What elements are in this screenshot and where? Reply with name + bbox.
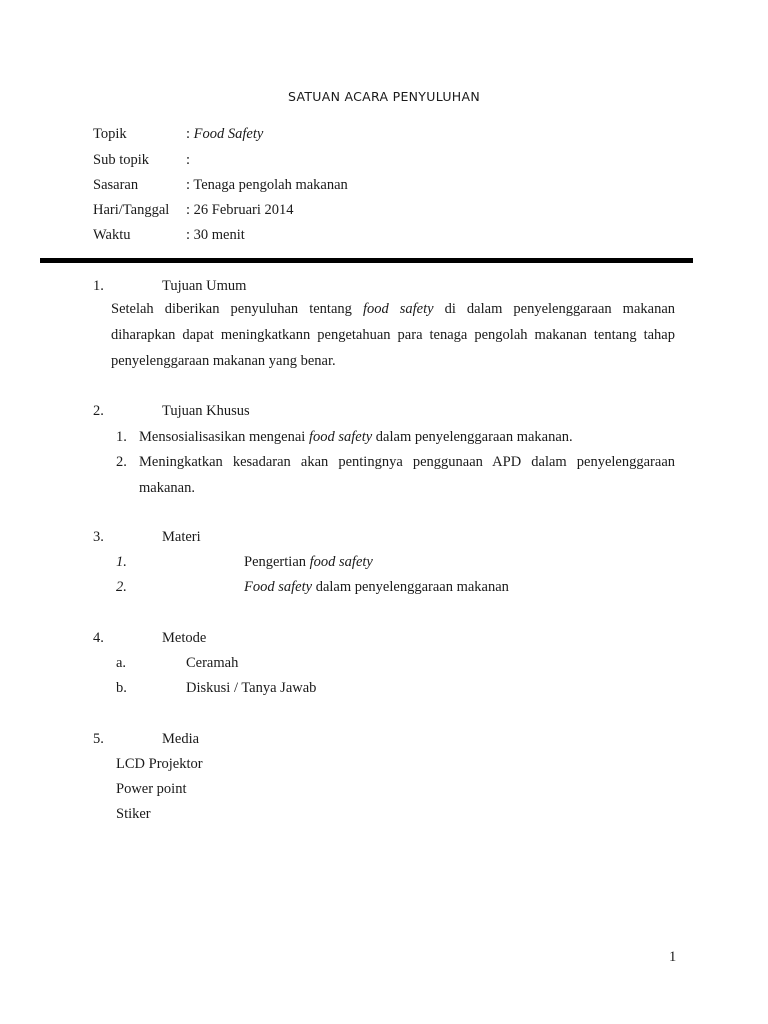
section-4-number: 4.: [93, 630, 104, 646]
section-1-title: Tujuan Umum: [162, 278, 247, 294]
section-5-title: Media: [162, 731, 200, 747]
metode-item-letter: b.: [116, 680, 127, 696]
materi-item-number: 2.: [116, 579, 127, 595]
list-item-number: 1.: [116, 429, 127, 445]
field-value-topik: : Food Safety: [186, 126, 264, 142]
field-label-topik: Topik: [93, 126, 127, 142]
field-value-subtopik: :: [186, 152, 191, 168]
field-label-subtopik: Sub topik: [93, 152, 149, 168]
section-4-title: Metode: [162, 630, 207, 646]
section-3-title: Materi: [162, 529, 201, 545]
media-item: Power point: [116, 781, 187, 797]
section-1-paragraph: Setelah diberikan penyuluhan tentang food safety di dalam penyelenggaraan makanan diharapkan dapat meningkatkann pengetahuan para tenaga pengolah makanan tentang tahap penyelenggaraan makanan yang benar.: [111, 301, 676, 369]
media-item: LCD Projektor: [116, 756, 203, 772]
media-item: Stiker: [116, 806, 151, 822]
materi-item-number: 1.: [116, 554, 127, 570]
section-1-number: 1.: [93, 278, 104, 294]
page-number: 1: [669, 949, 677, 965]
field-label-sasaran: Sasaran: [93, 177, 139, 193]
field-value-waktu: : 30 menit: [186, 227, 245, 243]
materi-item: Pengertian food safety: [244, 554, 373, 570]
list-item: Meningkatkan kesadaran akan pentingnya penggunaan APD dalam penyelenggaraan makanan.: [139, 454, 675, 496]
document-title: SATUAN ACARA PENYULUHAN: [288, 89, 480, 104]
metode-item: Ceramah: [186, 655, 239, 671]
section-3-number: 3.: [93, 529, 104, 545]
field-value-sasaran: : Tenaga pengolah makanan: [186, 177, 348, 193]
metode-item-letter: a.: [116, 655, 127, 671]
section-5-number: 5.: [93, 731, 104, 747]
field-value-tanggal: : 26 Februari 2014: [186, 202, 294, 218]
materi-item: Food safety dalam penyelenggaraan makanan: [244, 579, 509, 595]
list-item: Mensosialisasikan mengenai food safety dalam penyelenggaraan makanan.: [139, 429, 573, 445]
section-2-number: 2.: [93, 403, 104, 419]
field-label-tanggal: Hari/Tanggal: [93, 202, 170, 218]
section-2-title: Tujuan Khusus: [162, 403, 250, 419]
list-item-number: 2.: [116, 454, 127, 470]
metode-item: Diskusi / Tanya Jawab: [186, 680, 317, 696]
field-label-waktu: Waktu: [93, 227, 131, 243]
header-divider: [40, 258, 693, 263]
